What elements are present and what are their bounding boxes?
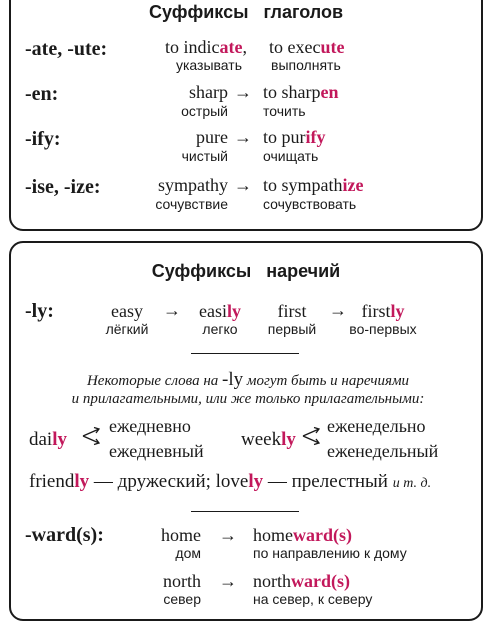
example-word: home	[161, 525, 201, 545]
weekly-adjective: еженедельный	[327, 441, 439, 461]
translation: точить	[263, 103, 306, 119]
derived-word: to sharpen	[263, 82, 339, 102]
translation: на север, к северу	[253, 591, 373, 607]
translation: сочувствовать	[263, 196, 357, 212]
translation: выполнять	[271, 57, 341, 73]
note-line-1: Некоторые слова на -ly могут быть и наречиями	[86, 369, 410, 390]
weekly-word: weekly	[241, 429, 296, 450]
translation: по направлению к дому	[253, 545, 407, 561]
daily-adverb: ежедневно	[109, 416, 191, 436]
note-line-2: и прилагательными, или же только прилагательными:	[71, 391, 425, 407]
derived-word: to purify	[263, 127, 326, 147]
arrow-icon: →	[163, 300, 181, 320]
translation: указывать	[175, 57, 242, 73]
verb-suffixes-panel	[9, 0, 483, 231]
suffix-wards: -ward(s):	[25, 524, 104, 546]
example-word: to indicate,	[165, 37, 247, 57]
translation: дом	[175, 545, 201, 561]
daily-adjective: ежедневный	[109, 441, 204, 461]
adjectives-line: friendly — дружеский; lovely — прелестный и т. д.	[29, 471, 432, 492]
arrow-icon: →	[234, 175, 252, 195]
example-word: pure	[196, 127, 228, 147]
verb-section-title: Суффиксы глаголов	[148, 2, 344, 22]
derived-word: to execute	[269, 37, 345, 57]
translation: во-первых	[349, 321, 417, 337]
example-word: easy	[111, 301, 143, 321]
translation: очищать	[263, 148, 319, 164]
translation: чистый	[181, 148, 228, 164]
suffix-ly: -ly:	[25, 300, 54, 322]
derived-word: to sympathize	[263, 175, 364, 195]
translation: первый	[267, 321, 317, 337]
divider	[191, 511, 299, 512]
derived-word: easily	[199, 301, 241, 321]
adverb-suffixes-panel	[9, 241, 483, 621]
adverb-section-title: Суффиксы наречий	[151, 261, 341, 281]
daily-word: daily	[29, 429, 67, 450]
example-word: sympathy	[158, 175, 228, 195]
arrow-icon: →	[234, 82, 252, 102]
example-word: sharp	[189, 82, 228, 102]
suffix-ify: -ify:	[25, 128, 61, 150]
translation: север	[163, 591, 201, 607]
arrow-icon: →	[329, 300, 347, 320]
derived-word: homeward(s)	[253, 525, 352, 545]
suffix-en: -en:	[25, 83, 59, 105]
arrow-icon: →	[219, 571, 237, 591]
suffix-ise-ize: -ise, -ize:	[25, 176, 101, 198]
derived-word: firstly	[361, 301, 405, 321]
split-arrow-icon	[81, 425, 103, 447]
split-arrow-icon	[301, 425, 323, 447]
example-word: north	[163, 571, 201, 591]
derived-word: northward(s)	[253, 571, 350, 591]
suffix-ate-ute: -ate, -ute:	[25, 38, 108, 60]
translation: лёгкий	[105, 321, 149, 337]
divider	[191, 353, 299, 354]
translation: сочувствие	[155, 196, 228, 212]
translation: легко	[202, 321, 238, 337]
weekly-adverb: еженедельно	[327, 416, 426, 436]
translation: острый	[181, 103, 228, 119]
arrow-icon: →	[219, 525, 237, 545]
example-word: first	[277, 301, 307, 321]
arrow-icon: →	[234, 127, 252, 147]
